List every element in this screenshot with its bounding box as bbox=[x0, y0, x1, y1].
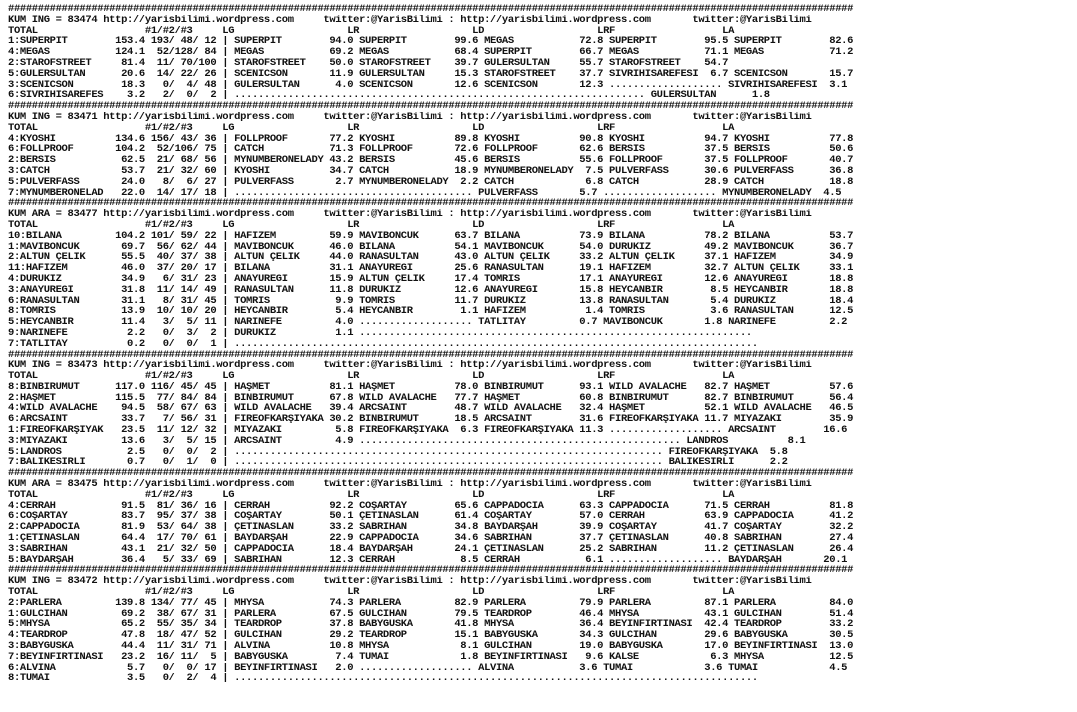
separator-line: ############################################################################################################################################## bbox=[8, 468, 854, 480]
result-row: 8:TUMAI 3.5 0/ 2/ 4 | ........................................................................................ bbox=[8, 673, 758, 685]
result-row: 6:RANASULTAN 31.1 8/ 31/ 45 | TOMRİS 9.9 TOMRİS 11.7 DURUKIZ 13.8 RANASULTAN 5.4 DURUKIZ 18.4 bbox=[8, 295, 854, 307]
result-row: 1:ÇETİNASLAN 64.4 17/ 70/ 61 | BAYDARŞAH 22.9 CAPPADOCIA 34.6 SABRİHAN 37.7 ÇETİNASLAN 40.8 SABRİHAN 27.4 bbox=[8, 533, 854, 544]
result-row: 3:CATCH 53.7 21/ 32/ 60 | KYOSHI 34.7 CATCH 18.9 MYNUMBERONELADY 7.5 PULVERFASS 30.6 PULVERFASS 36.8 bbox=[8, 165, 854, 177]
result-row: 4:WILD AVALACHE 94.5 58/ 67/ 63 | WILD AVALACHE 39.4 ARCSAINT 48.7 WILD AVALACHE 32.4 HAŞMET 52.1 WILD AVALACHE 46.5 bbox=[8, 403, 854, 415]
race-header-line: KUM ING = 83471 http://yarisbilimi.wordpress.com twitter:@YarisBilimi : http://yarisbilimi.wordpress.com twitter:@YarisBilimi bbox=[8, 111, 812, 123]
result-row: 6:ALVINA 5.7 0/ 0/ 17 | BEYİNFIRTINASI 2.0 ................... ALVINA 3.6 TUMAI 3.6 TUMAI 4.5 bbox=[8, 662, 848, 674]
column-header-line: TOTAL #1/#2/#3 LG LR LD LRF LA bbox=[8, 122, 735, 134]
race-header-line: KUM ING = 83472 http://yarisbilimi.wordpress.com twitter:@YarisBilimi : http://yarisbilimi.wordpress.com twitter:@YarisBilimi bbox=[8, 576, 812, 588]
column-header-line: TOTAL #1/#2/#3 LG LR LD LRF LA bbox=[8, 25, 735, 37]
result-row: 9:NARİNEFE 2.2 0/ 3/ 2 | DURUKIZ 1.1 .................................................................. bbox=[8, 327, 752, 339]
result-row: 2:CAPPADOCIA 81.9 53/ 64/ 38 | ÇETİNASLAN 33.2 SABRİHAN 34.8 BAYDARŞAH 39.9 COŞARTAY 41.7 COŞARTAY 32.2 bbox=[8, 522, 854, 534]
result-row: 5:PULVERFASS 24.0 8/ 6/ 27 | PULVERFASS 2.7 MYNUMBERONELADY 2.2 CATCH 6.8 CATCH 28.9 CATCH 18.8 bbox=[8, 176, 854, 188]
result-row: 3:BABYGUSKA 44.4 11/ 31/ 71 | ALVINA 10.8 MHYSA 8.1 GÜLCİHAN 19.0 BABYGUSKA 17.0 BEYİNFIRTINASI 13.0 bbox=[8, 641, 854, 652]
result-row: 8:BİNBİRUMUT 117.0 116/ 45/ 45 | HAŞMET 81.1 HAŞMET 78.0 BİNBİRUMUT 93.1 WILD AVALACHE 82.7 HAŞMET 57.6 bbox=[8, 381, 854, 393]
separator-line: ############################################################################################################################################## bbox=[8, 101, 854, 112]
result-row: 4:DURUKIZ 34.9 6/ 31/ 23 | ANAYÜREĞİ 15.9 ALTUN ÇELİK 17.4 TOMRİS 17.1 ANAYÜREĞİ 12.6 ANAYÜREĞİ 18.8 bbox=[8, 273, 854, 285]
result-row: 2:STAROFSTREET 81.4 11/ 70/100 | STAROFSTREET 50.0 STAROFSTREET 39.7 GÜLERSULTAN 55.7 STAROFSTREET 54.7 bbox=[8, 57, 729, 69]
result-row: 6:ARCSAINT 33.7 7/ 56/ 31 | FİREOFKARŞIYAKA 30.2 BİNBİRUMUT 18.5 ARCSAINT 31.6 FİREOFKARŞIYAKA 11.7 MİYAZAKİ 35.9 bbox=[8, 414, 854, 426]
result-row: 1:SUPERPIT 153.4 193/ 48/ 12 | SUPERPIT 94.0 SUPERPIT 99.6 MEGAS 72.8 SUPERPIT 95.5 SUPERPIT 82.6 bbox=[8, 36, 854, 48]
result-row: 2:BERSİS 62.5 21/ 68/ 56 | MYNUMBERONELADY 43.2 BERSİS 45.6 BERSİS 55.6 FOLLPROOF 37.5 FOLLPROOF 40.7 bbox=[8, 155, 854, 166]
separator-line: ############################################################################################################################################## bbox=[8, 349, 854, 361]
result-row: 5:LANDROS 2.5 0/ 0/ 2 | ........................................................................ FİREOFKARŞIYAKA 5.8 bbox=[8, 446, 788, 458]
result-row: 1:FİREOFKARŞIYAK 23.5 11/ 12/ 32 | MİYAZAKİ 5.8 FİREOFKARŞIYAKA 6.3 FİREOFKARŞIYAKA 11.3 ................... ARCSAINT 16.6 bbox=[8, 425, 848, 436]
result-row: 5:HEYCANBİR 11.4 3/ 5/ 11 | NARİNEFE 4.0 ................... TATLITAY 0.7 MAVİBONCUK 1.8 NARİNEFE 2.2 bbox=[8, 317, 848, 328]
result-row: 3:SCENICSON 18.3 0/ 4/ 48 | GÜLERSULTAN 4.0 SCENICSON 12.6 SCENICSON 12.3 ................... SİVRİHİSAREFESİ 3.1 bbox=[8, 79, 848, 91]
separator-line: ############################################################################################################################################## bbox=[8, 198, 854, 210]
result-row: 2:HAŞMET 115.5 77/ 84/ 84 | BİNBİRUMUT 67.8 WILD AVALACHE 77.7 HAŞMET 60.8 BİNBİRUMUT 82.7 BİNBİRUMUT 56.4 bbox=[8, 392, 854, 404]
result-row: 4:MEGAS 124.1 52/128/ 84 | MEGAS 69.2 MEGAS 68.4 SUPERPIT 66.7 MEGAS 71.1 MEGAS 71.2 bbox=[8, 47, 854, 58]
result-row: 2:PARLERA 139.8 134/ 77/ 45 | MHYSA 74.3 PARLERA 82.9 PARLERA 79.9 PARLERA 87.1 PARLERA 84.0 bbox=[8, 597, 854, 609]
separator-line: ############################################################################################################################################## bbox=[8, 565, 854, 577]
result-row: 1:MAVİBONCUK 69.7 56/ 62/ 44 | MAVİBONCUK 46.0 BİLANA 54.1 MAVİBONCUK 54.0 DURUKIZ 49.2 MAVİBONCUK 36.7 bbox=[8, 241, 854, 253]
result-row: 7:MYNUMBERONELAD 22.0 14/ 17/ 18 | ........................................ PULVERFASS 5.7 ................... MYNUMBERONELADY 4.5 bbox=[8, 187, 842, 199]
result-row: 2:ALTUN ÇELİK 55.5 40/ 37/ 38 | ALTUN ÇELİK 44.0 RANASULTAN 43.0 ALTUN ÇELİK 33.2 ALTUN ÇELİK 37.1 HAFİZEM 34.9 bbox=[8, 252, 854, 264]
result-row: 7:BEYİNFIRTINASI 23.2 16/ 11/ 5 | BABYGUSKA 7.4 TUMAI 1.8 BEYİNFIRTINASI 9.6 KALSE 6.3 MHYSA 12.5 bbox=[8, 651, 854, 663]
race-header-line: KUM ING = 83474 http://yarisbilimi.wordpress.com twitter:@YarisBilimi : http://yarisbilimi.wordpress.com twitter:@YarisBilimi bbox=[8, 14, 812, 26]
race-header-line: KUM ARA = 83475 http://yarisbilimi.wordpress.com twitter:@YarisBilimi : http://yarisbilimi.wordpress.com twitter:@YarisBilimi bbox=[8, 479, 812, 490]
result-row: 6:COŞARTAY 83.7 95/ 37/ 38 | COŞARTAY 50.1 ÇETİNASLAN 61.4 COŞARTAY 57.0 CERRAH 63.9 CAPPADOCIA 41.2 bbox=[8, 511, 854, 523]
column-header-line: TOTAL #1/#2/#3 LG LR LD LRF LA bbox=[8, 371, 735, 382]
column-header-line: TOTAL #1/#2/#3 LG LR LD LRF LA bbox=[8, 489, 735, 501]
result-row: 7:BALIKESİRLİ 0.7 0/ 1/ 0 | ........................................................................ BALIKESİRLİ 2.2 bbox=[8, 457, 788, 469]
result-row: 3:MİYAZAKİ 13.6 3/ 5/ 15 | ARCSAINT 4.9 ...................................................... LANDROS 8.1 bbox=[8, 435, 806, 447]
separator-line: ############################################################################################################################################## bbox=[8, 4, 854, 15]
race-header-line: KUM ING = 83473 http://yarisbilimi.wordpress.com twitter:@YarisBilimi : http://yarisbilimi.wordpress.com twitter:@YarisBilimi bbox=[8, 360, 812, 372]
result-row: 8:TOMRİS 13.9 10/ 10/ 20 | HEYCANBİR 5.4 HEYCANBİR 1.1 HAFİZEM 1.4 TOMRİS 3.6 RANASULTAN 12.5 bbox=[8, 306, 854, 318]
result-row: 5:MHYSA 65.2 55/ 35/ 34 | TEARDROP 37.8 BABYGUSKA 41.8 MHYSA 36.4 BEYİNFIRTINASI 42.4 TEARDROP 33.2 bbox=[8, 619, 854, 631]
race-header-line: KUM ARA = 83477 http://yarisbilimi.wordpress.com twitter:@YarisBilimi : http://yarisbilimi.wordpress.com twitter:@YarisBilimi bbox=[8, 209, 812, 220]
result-row: 4:KYOSHI 134.6 156/ 43/ 36 | FOLLPROOF 77.2 KYOSHI 89.8 KYOSHI 90.8 KYOSHI 94.7 KYOSHI 77.8 bbox=[8, 133, 854, 145]
result-row: 4:CERRAH 91.5 81/ 36/ 16 | CERRAH 92.2 COŞARTAY 65.6 CAPPADOCIA 63.3 CAPPADOCIA 71.5 CERRAH 81.8 bbox=[8, 500, 854, 512]
result-row: 3:SABRİHAN 43.1 21/ 32/ 50 | CAPPADOCIA 18.4 BAYDARŞAH 24.1 ÇETİNASLAN 25.2 SABRİHAN 11.2 ÇETİNASLAN 26.4 bbox=[8, 543, 854, 555]
result-row: 3:ANAYÜREĞİ 31.8 11/ 14/ 49 | RANASULTAN 11.8 DURUKIZ 12.6 ANAYÜREĞİ 15.8 HEYCANBİR 8.5 HEYCANBİR 18.8 bbox=[8, 284, 854, 296]
result-row: 5:BAYDARŞAH 36.4 5/ 33/ 69 | SABRİHAN 12.3 CERRAH 8.5 CERRAH 6.1 ................... BAYDARŞAH 20.1 bbox=[8, 554, 848, 566]
result-row: 11:HAFİZEM 46.0 37/ 20/ 17 | BİLANA 31.1 ANAYÜREĞİ 25.6 RANASULTAN 19.1 HAFİZEM 32.7 ALTUN ÇELİK 33.1 bbox=[8, 263, 854, 274]
result-row: 10:BİLANA 104.2 101/ 59/ 22 | HAFİZEM 59.9 MAVİBONCUK 63.7 BİLANA 73.9 BİLANA 78.2 BİLANA 53.7 bbox=[8, 230, 854, 242]
column-header-line: TOTAL #1/#2/#3 LG LR LD LRF LA bbox=[8, 219, 735, 231]
result-row: 6:FOLLPROOF 104.2 52/106/ 75 | CATCH 71.3 FOLLPROOF 72.6 FOLLPROOF 62.6 BERSİS 37.5 BERSİS 50.6 bbox=[8, 144, 854, 156]
result-row: 7:TATLITAY 0.2 0/ 0/ 1 | ........................................................................................ bbox=[8, 338, 758, 350]
result-row: 1:GÜLCİHAN 69.2 38/ 67/ 31 | PARLERA 67.5 GÜLCİHAN 79.5 TEARDROP 46.4 MHYSA 43.1 GÜLCİHAN 51.4 bbox=[8, 608, 854, 620]
result-row: 5:GÜLERSULTAN 20.6 14/ 22/ 26 | SCENICSON 11.9 GÜLERSULTAN 15.3 STAROFSTREET 37.7 SİVRİHİSAREFESİ 6.7 SCENICSON 15.7 bbox=[8, 68, 854, 80]
result-row: 6:SİVRİHİSAREFES 3.2 2/ 0/ 2 | ..................................................................... GÜLERSULTAN 1.8 bbox=[8, 90, 770, 102]
result-row: 4:TEARDROP 47.8 18/ 47/ 52 | GÜLCİHAN 29.2 TEARDROP 15.1 BABYGUSKA 34.3 GÜLCİHAN 29.6 BABYGUSKA 30.5 bbox=[8, 630, 854, 642]
column-header-line: TOTAL #1/#2/#3 LG LR LD LRF LA bbox=[8, 587, 735, 598]
